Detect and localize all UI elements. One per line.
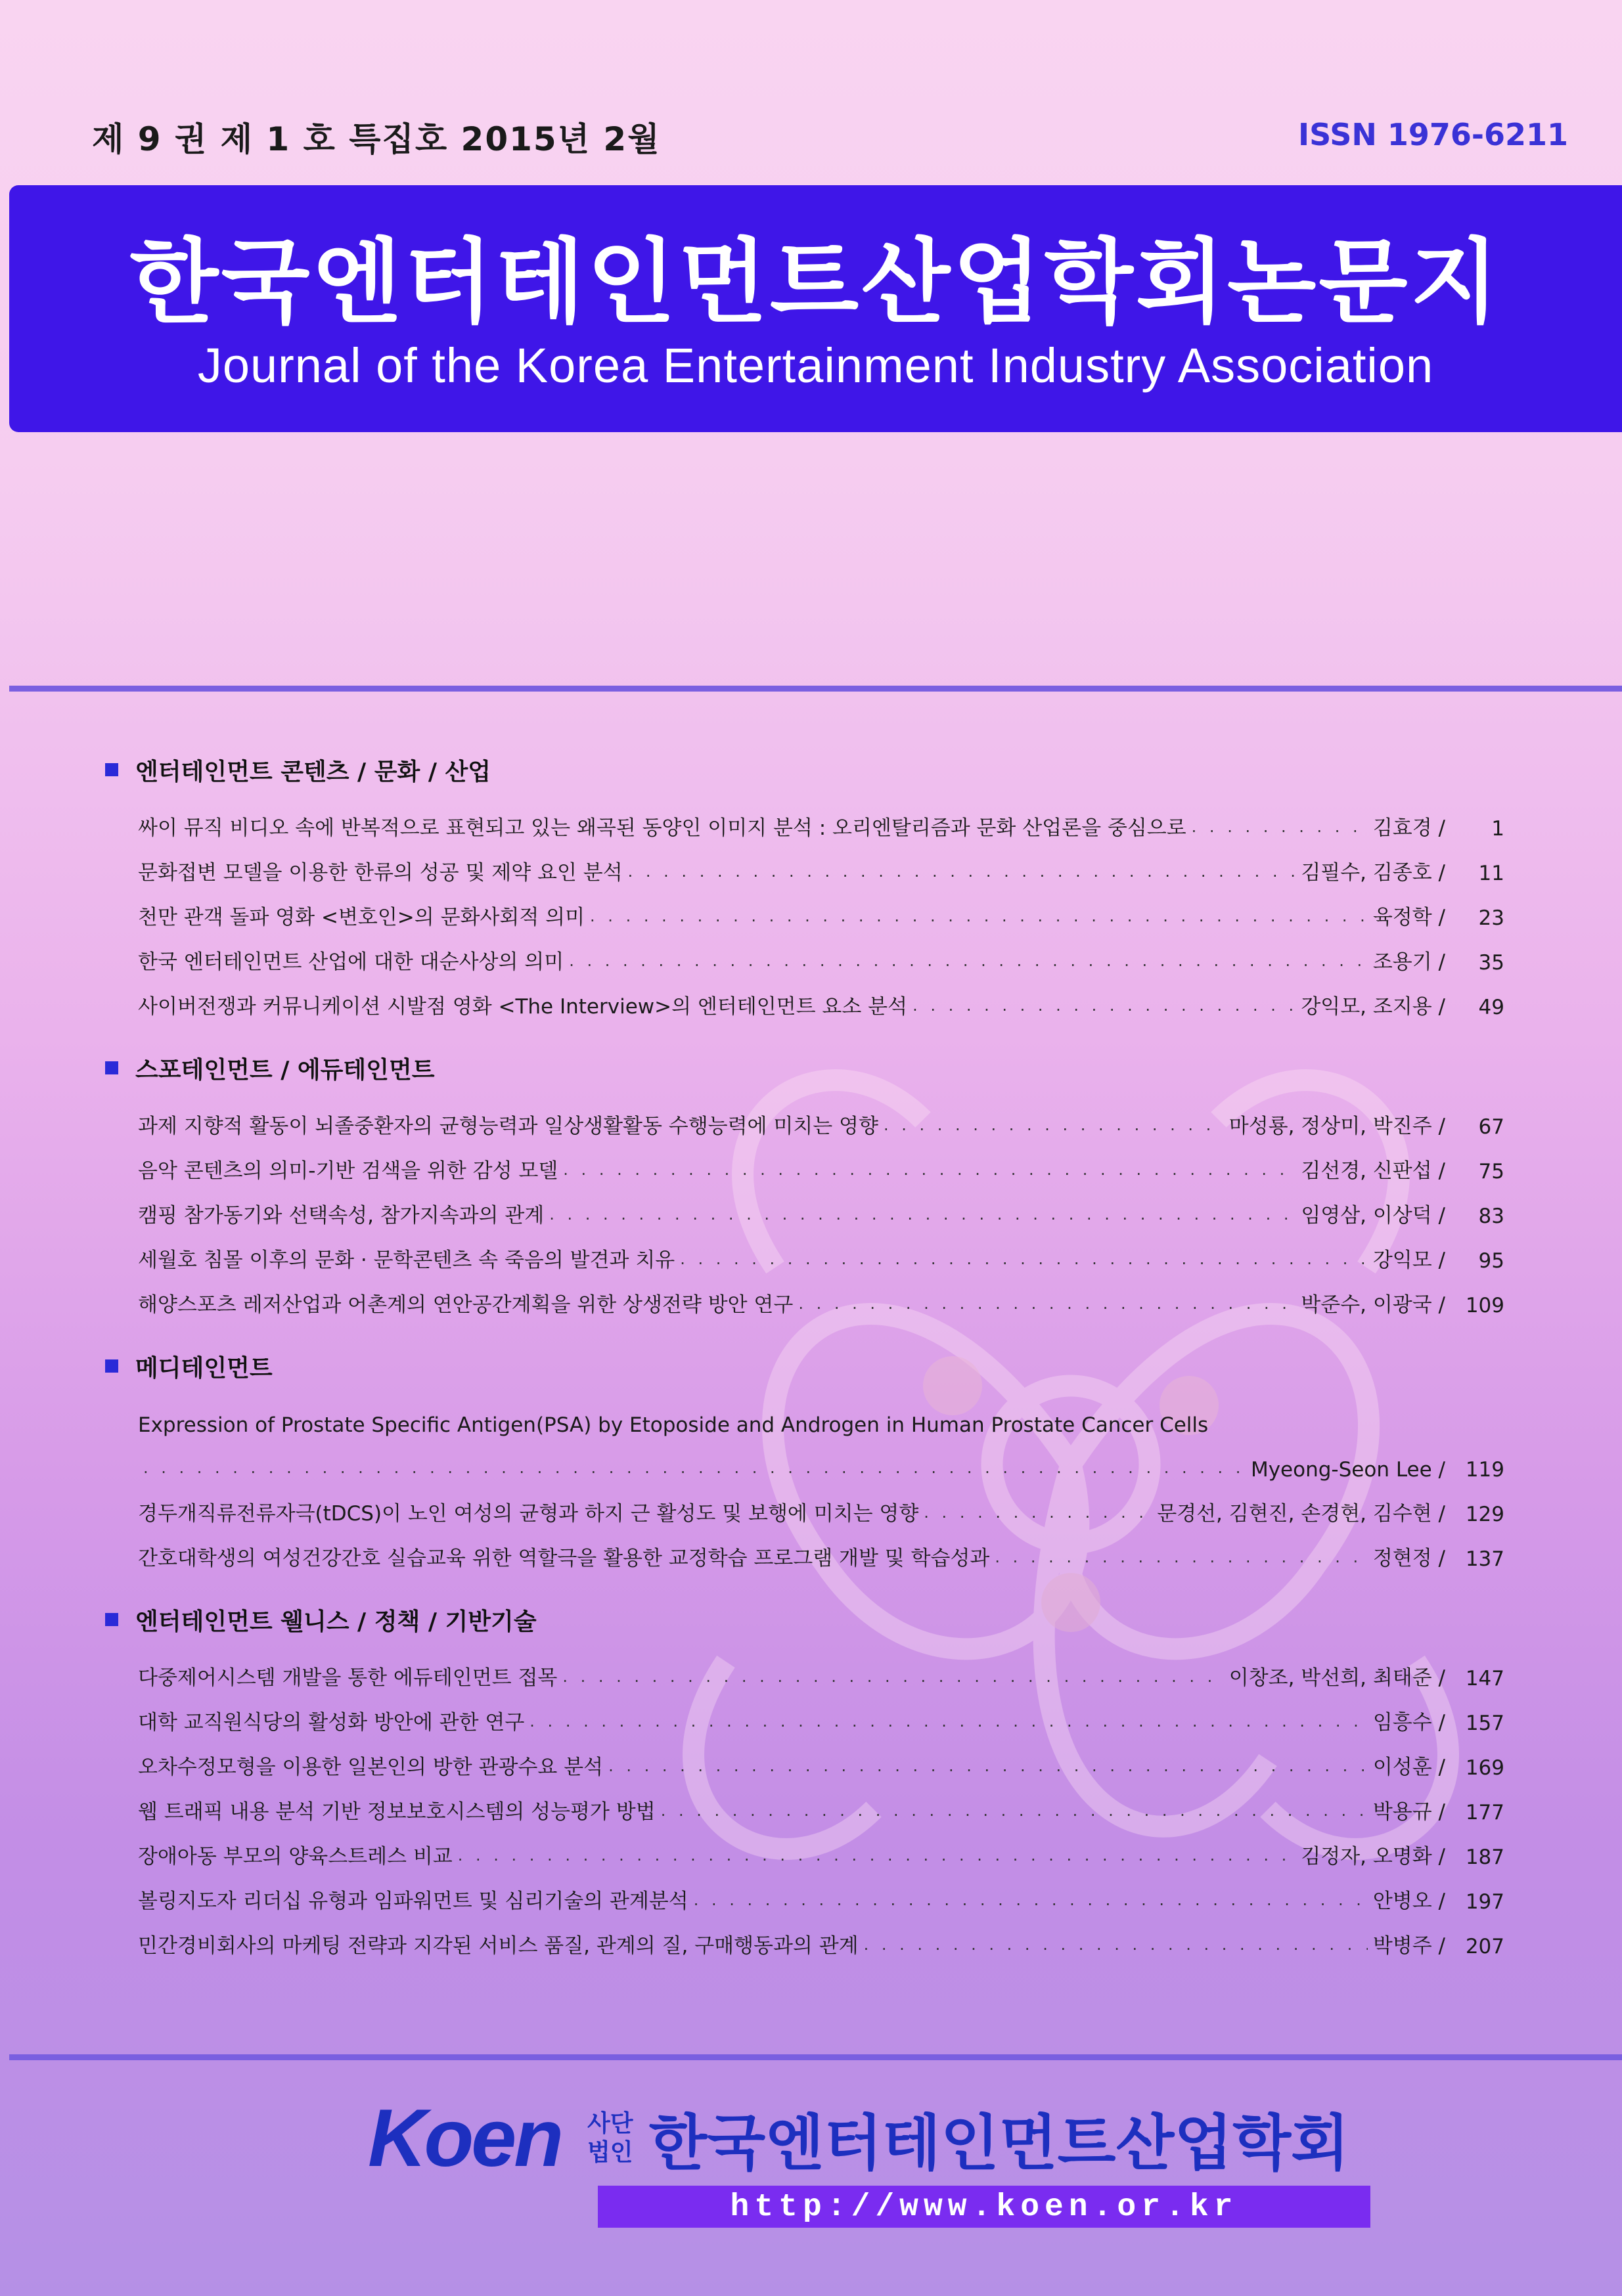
article-page: 169 (1465, 1756, 1504, 1780)
toc-entry[interactable] (105, 841, 1504, 885)
article-authors: 안병오 / (1372, 1889, 1445, 1913)
leader-dots (864, 1940, 1368, 1958)
publisher-logo (368, 2093, 1350, 2184)
article-title: 천만 관객 돌파 영화 <변호인>의 문화사회적 의미 (138, 906, 585, 929)
article-page: 109 (1465, 1294, 1504, 1317)
leader-dots (924, 1508, 1152, 1526)
article-authors: 강익모 / (1372, 1248, 1445, 1272)
journal-title-korean: 한국엔터테인먼트산업학회논문지 (129, 229, 1502, 336)
article-title: 해양스포츠 레저산업과 어촌계의 연안공간계획을 위한 상생전략 방안 연구 (138, 1293, 794, 1317)
divider-top (9, 686, 1622, 692)
leader-dots (912, 1001, 1295, 1019)
leader-dots (884, 1120, 1224, 1139)
article-page: 147 (1465, 1667, 1504, 1690)
section-title: 스포테인먼트 / 에듀테인먼트 (135, 1056, 435, 1084)
article-authors: 박용규 / (1372, 1800, 1445, 1824)
leader-dots (680, 1254, 1368, 1273)
leader-dots (590, 912, 1368, 930)
article-title: 문화접변 모델을 이용한 한류의 성공 및 제약 요인 분석 (138, 861, 623, 885)
square-bullet-icon (105, 1613, 118, 1626)
article-page: 11 (1478, 862, 1504, 885)
title-band (9, 185, 1622, 432)
leader-dots (569, 956, 1368, 975)
issn: ISSN 1976-6211 (1298, 117, 1568, 152)
section-header (105, 1047, 1504, 1089)
article-authors: 이창조, 박선희, 최태준 / (1228, 1666, 1445, 1690)
section-header (105, 1599, 1504, 1641)
section-header (105, 1345, 1504, 1387)
article-page: 129 (1465, 1503, 1504, 1526)
toc-entry[interactable] (105, 1183, 1504, 1228)
toc-entry[interactable] (105, 1094, 1504, 1139)
article-page: 197 (1465, 1890, 1504, 1914)
square-bullet-icon (105, 1061, 118, 1074)
toc-entry[interactable] (105, 796, 1504, 841)
toc-entry[interactable] (105, 1690, 1504, 1735)
article-page: 49 (1478, 996, 1504, 1019)
leader-dots (458, 1851, 1296, 1869)
article-page: 95 (1478, 1249, 1504, 1273)
toc-entry[interactable] (105, 1437, 1504, 1482)
divider-bottom (9, 2054, 1622, 2060)
toc-entry[interactable] (105, 1646, 1504, 1690)
toc-entry[interactable] (105, 1482, 1504, 1526)
article-page: 157 (1465, 1711, 1504, 1735)
article-page: 67 (1478, 1115, 1504, 1139)
article-authors: 정현정 / (1372, 1547, 1445, 1570)
legal-entity-label (587, 2109, 633, 2167)
section-title: 엔터테인먼트 콘텐츠 / 문화 / 산업 (135, 758, 491, 785)
leader-dots (562, 1672, 1223, 1690)
toc-entry[interactable] (105, 1139, 1504, 1183)
toc-section (105, 1345, 1504, 1571)
article-title: 오차수정모형을 이용한 일본인의 방한 관광수요 분석 (138, 1755, 604, 1779)
article-page: 207 (1465, 1935, 1504, 1958)
url-bar[interactable] (598, 2186, 1370, 2228)
article-authors: 김선경, 신판섭 / (1301, 1159, 1445, 1183)
article-title: 다중제어시스템 개발을 통한 에듀테인먼트 접목 (138, 1666, 558, 1690)
organization-name: 한국엔터테인먼트산업학회 (648, 2108, 1350, 2178)
toc-entry[interactable] (105, 975, 1504, 1019)
toc-entry[interactable] (105, 1780, 1504, 1824)
leader-dots (628, 867, 1296, 885)
toc-entry[interactable] (105, 885, 1504, 930)
article-title: 경두개직류전류자극(tDCS)이 노인 여성의 균형과 하지 근 활성도 및 보행에 미치는 영향 (138, 1502, 919, 1526)
article-title: 캠핑 참가동기와 선택속성, 참가지속과의 관계 (138, 1204, 545, 1227)
article-authors: 조용기 / (1372, 950, 1445, 974)
article-authors: 박병주 / (1372, 1934, 1445, 1958)
article-page: 187 (1465, 1845, 1504, 1869)
article-authors: 임흥수 / (1372, 1711, 1445, 1734)
article-authors: 임영삼, 이상덕 / (1301, 1204, 1445, 1227)
section-title: 엔터테인먼트 웰니스 / 정책 / 기반기술 (135, 1608, 537, 1635)
toc-entry[interactable] (105, 1735, 1504, 1780)
journal-title-english: Journal of the Korea Entertainment Industry Association (197, 338, 1434, 393)
article-authors: 육정학 / (1372, 906, 1445, 929)
table-of-contents (105, 749, 1504, 1986)
leader-dots (995, 1553, 1367, 1571)
toc-entry[interactable] (105, 1869, 1504, 1914)
article-page: 137 (1465, 1547, 1504, 1571)
toc-entry[interactable] (105, 1273, 1504, 1317)
article-title: 음악 콘텐츠의 의미-기반 검색을 위한 감성 모델 (138, 1159, 558, 1183)
article-title: 사이버전쟁과 커뮤니케이션 시발점 영화 <The Interview>의 엔터테인먼트 요소 분석 (138, 995, 908, 1019)
article-authors: 김효경 / (1372, 816, 1445, 840)
leader-dots (563, 1165, 1295, 1183)
article-title: 한국 엔터테인먼트 산업에 대한 대순사상의 의미 (138, 950, 564, 974)
article-page: 119 (1465, 1458, 1504, 1482)
legal-label-line-1: 사단 (587, 2110, 633, 2137)
article-page: 35 (1478, 951, 1504, 975)
legal-label-line-2: 법인 (587, 2139, 633, 2166)
toc-entry[interactable] (105, 930, 1504, 975)
toc-entry[interactable] (105, 1526, 1504, 1571)
article-authors: 문경선, 김현진, 손경현, 김수현 / (1157, 1502, 1445, 1526)
article-title: 싸이 뮤직 비디오 속에 반복적으로 표현되고 있는 왜곡된 동양인 이미지 분석 : 오리엔탈리즘과 문화 산업론을 중심으로 (138, 816, 1186, 840)
leader-dots (661, 1806, 1368, 1824)
article-authors: 김정자, 오명화 / (1301, 1845, 1445, 1868)
article-title: 볼링지도자 리더십 유형과 임파워먼트 및 심리기술의 관계분석 (138, 1889, 688, 1913)
website-link[interactable]: http://www.koen.or.kr (730, 2190, 1238, 2225)
article-title: 간호대학생의 여성건강간호 실습교육 위한 역할극을 활용한 교정학습 프로그램 개발 및 학습성과 (138, 1547, 990, 1570)
article-title: 과제 지향적 활동이 뇌졸중환자의 균형능력과 일상생활활동 수행능력에 미치는 영향 (138, 1115, 878, 1138)
toc-entry[interactable] (105, 1824, 1504, 1869)
section-title: 메디테인먼트 (135, 1354, 273, 1382)
article-title: 민간경비회사의 마케팅 전략과 지각된 서비스 품질, 관계의 질, 구매행동과의 관계 (138, 1934, 859, 1958)
article-authors: 이성훈 / (1372, 1755, 1445, 1779)
article-page: 1 (1491, 817, 1504, 841)
toc-section (105, 1599, 1504, 1958)
article-title: 웹 트래픽 내용 분석 기반 정보보호시스템의 성능평가 방법 (138, 1800, 656, 1824)
article-title: 세월호 침몰 이후의 문화 · 문학콘텐츠 속 죽음의 발견과 치유 (138, 1248, 675, 1272)
leader-dots (798, 1299, 1295, 1317)
article-authors: Myeong-Seon Lee / (1250, 1458, 1445, 1482)
toc-section (105, 749, 1504, 1019)
volume-issue-date: 제 9 권 제 1 호 특집호 2015년 2월 (92, 120, 661, 158)
article-page: 83 (1478, 1204, 1504, 1228)
square-bullet-icon (105, 763, 118, 776)
article-title: 대학 교직원식당의 활성화 방안에 관한 연구 (138, 1711, 525, 1734)
issue-header (0, 113, 1622, 159)
article-page: 75 (1478, 1160, 1504, 1183)
toc-entry[interactable] (105, 1914, 1504, 1958)
leader-dots (143, 1463, 1246, 1482)
article-authors: 김필수, 김종호 / (1301, 861, 1445, 885)
leader-dots (1192, 822, 1368, 841)
article-authors: 박준수, 이광국 / (1301, 1293, 1445, 1317)
article-title: 장애아동 부모의 양육스트레스 비교 (138, 1845, 453, 1868)
leader-dots (608, 1761, 1368, 1780)
section-header (105, 749, 1504, 791)
toc-section (105, 1047, 1504, 1317)
article-title-long[interactable]: Expression of Prostate Specific Antigen(PSA) by Etoposide and Androgen in Human Prostate Cancer Cells (138, 1413, 1209, 1437)
publisher-footer (0, 2092, 1622, 2263)
leader-dots (529, 1717, 1368, 1735)
article-page: 177 (1465, 1801, 1504, 1824)
leader-dots (549, 1210, 1295, 1228)
koen-logo: Koen (368, 2093, 561, 2184)
square-bullet-icon (105, 1359, 118, 1373)
leader-dots (694, 1895, 1368, 1914)
toc-entry[interactable] (105, 1228, 1504, 1273)
article-authors: 강익모, 조지용 / (1301, 995, 1445, 1019)
article-page: 23 (1478, 906, 1504, 930)
article-authors: 마성룡, 정상미, 박진주 / (1228, 1115, 1445, 1138)
